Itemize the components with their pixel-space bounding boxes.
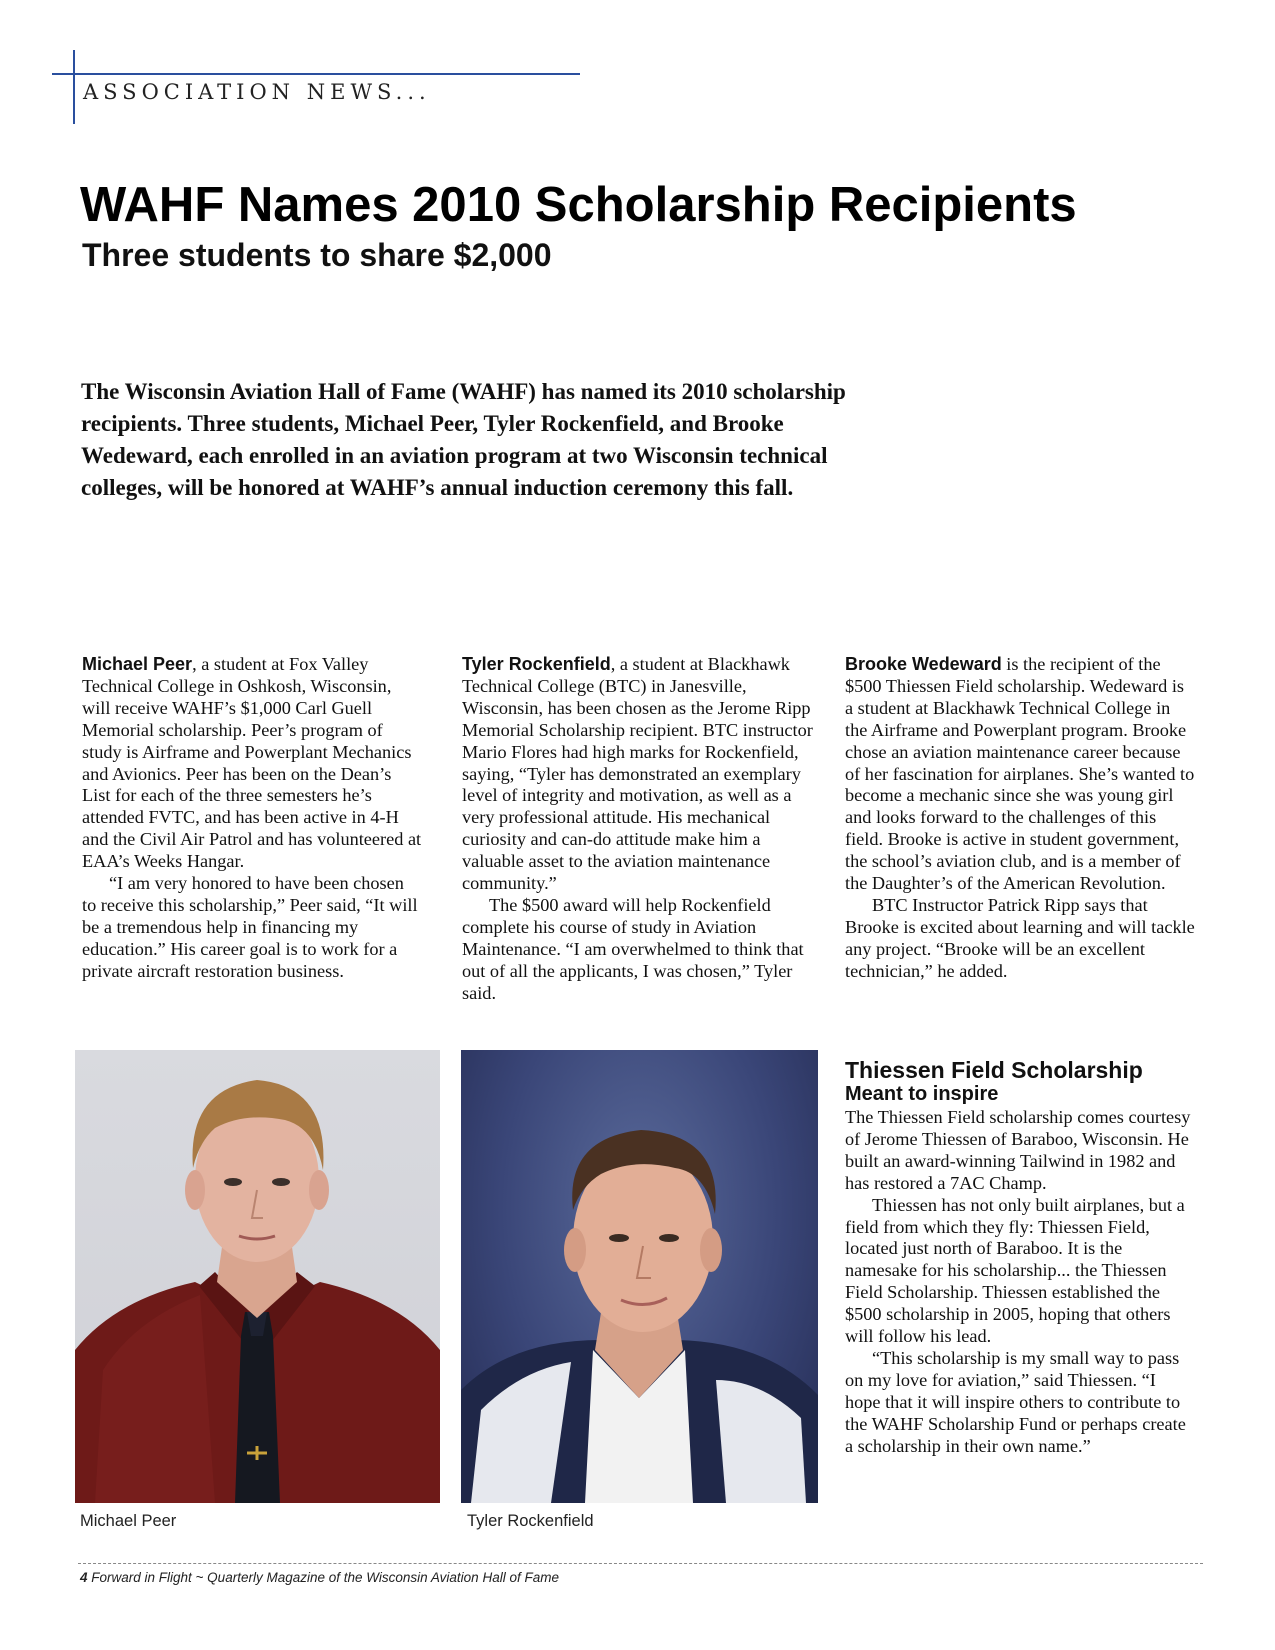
paragraph-text: Thiessen has not only built airplanes, but a field from which they fly: Thiessen Field, located just north of Baraboo. It is the namesake for his scholarship... the Thiessen Field Scholarship. Thiessen established the $500 scholarship in 2005, hoping that others will follow his lead. bbox=[845, 1194, 1185, 1347]
footer-divider bbox=[78, 1563, 1203, 1564]
page-footer bbox=[80, 1570, 559, 1585]
footer-text: Forward in Flight ~ Quarterly Magazine of the Wisconsin Aviation Hall of Fame bbox=[87, 1570, 559, 1585]
paragraph-text: The Thiessen Field scholarship comes courtesy of Jerome Thiessen of Baraboo, Wisconsin. He built an award-winning Tailwind in 1982 and has restored a 7AC Champ. bbox=[845, 1107, 1191, 1193]
article-subtitle: Three students to share $2,000 bbox=[82, 237, 552, 273]
header-rule-vertical bbox=[73, 50, 75, 124]
recipient-name: Michael Peer bbox=[82, 654, 193, 674]
paragraph-text: “This scholarship is my small way to pass on my love for aviation,” said Thiessen. “I hope that it will inspire others to contribute to the WAHF Scholarship Fund or perhaps create a scholarship in their own name.” bbox=[845, 1347, 1186, 1456]
header-rule-horizontal bbox=[52, 73, 580, 75]
paragraph-text: , a student at Fox Valley Technical College in Oshkosh, Wisconsin, will receive WAHF’s $1,000 Carl Guell Memorial scholarship. Peer’s program of study is Airframe and Powerplant Mechanics and Avionics. Peer has been on the Dean’s List for each of the three semesters he’s attended FVTC, and has been active in 4-H and the Civil Air Patrol and has volunteered at EAA’s Weeks Hangar. bbox=[82, 654, 422, 872]
section-label: ASSOCIATION NEWS... bbox=[83, 80, 431, 104]
column-brooke-wedeward bbox=[845, 654, 1195, 983]
photo-tyler-rockenfield bbox=[461, 1050, 818, 1503]
paragraph-text: , a student at Blackhawk Technical College (BTC) in Janesville, Wisconsin, has been chosen as the Jerome Ripp Memorial Scholarship recipient. BTC instructor Mario Flores had high marks for Rockenfield, saying, “Tyler has demonstrated an exemplary level of integrity and motivation, as well as a very professional attitude. His mechanical curiosity and can-do attitude make him a valuable asset to the aviation maintenance community.” bbox=[462, 654, 813, 894]
photo-caption: Michael Peer bbox=[80, 1512, 177, 1530]
recipient-name: Tyler Rockenfield bbox=[462, 654, 611, 674]
article-title: WAHF Names 2010 Scholarship Recipients bbox=[80, 178, 1077, 232]
paragraph-text: “I am very honored to have been chosen to receive this scholarship,” Peer said, “It will be a tremendous help in financing my education.” His career goal is to work for a private aircraft restoration business. bbox=[82, 873, 418, 981]
paragraph-text: The $500 award will help Rockenfield complete his course of study in Aviation Maintenance. “I am overwhelmed to think that out of all the applicants, I was chosen,” Tyler said. bbox=[462, 894, 804, 1003]
photo-michael-peer bbox=[75, 1050, 440, 1503]
page-number: 4 bbox=[80, 1570, 88, 1585]
article-lead: The Wisconsin Aviation Hall of Fame (WAHF) has named its 2010 scholarship recipients. Three students, Michael Peer, Tyler Rockenfield, and Brooke Wedeward, each enrolled in an aviation program at two Wisconsin technical colleges, will be honored at WAHF’s annual induction ceremony this fall. bbox=[81, 379, 846, 500]
sidebar-body bbox=[845, 1107, 1195, 1458]
sidebar-subheading: Meant to inspire bbox=[845, 1083, 999, 1105]
sidebar-heading: Thiessen Field Scholarship bbox=[845, 1057, 1143, 1083]
paragraph-text: BTC Instructor Patrick Ripp says that Brooke is excited about learning and will tackle any project. “Brooke will be an excellent technician,” he added. bbox=[845, 894, 1195, 981]
recipient-name: Brooke Wedeward bbox=[845, 654, 1002, 674]
photo-caption: Tyler Rockenfield bbox=[467, 1512, 594, 1530]
paragraph-text: is the recipient of the $500 Thiessen Field scholarship. Wedeward is a student at Blackhawk Technical College in the Airframe and Powerplant program. Brooke chose an aviation maintenance career because of her fascination for airplanes. She’s wanted to become a mechanic since she was young girl and looks forward to the challenges of this field. Brooke is active in student government, the school’s aviation club, and is a member of the Daughter’s of the American Revolution. bbox=[845, 654, 1195, 894]
portrait-illustration bbox=[461, 1050, 818, 1503]
portrait-illustration bbox=[75, 1050, 440, 1503]
column-tyler-rockenfield bbox=[462, 654, 814, 1005]
column-michael-peer bbox=[82, 654, 422, 983]
